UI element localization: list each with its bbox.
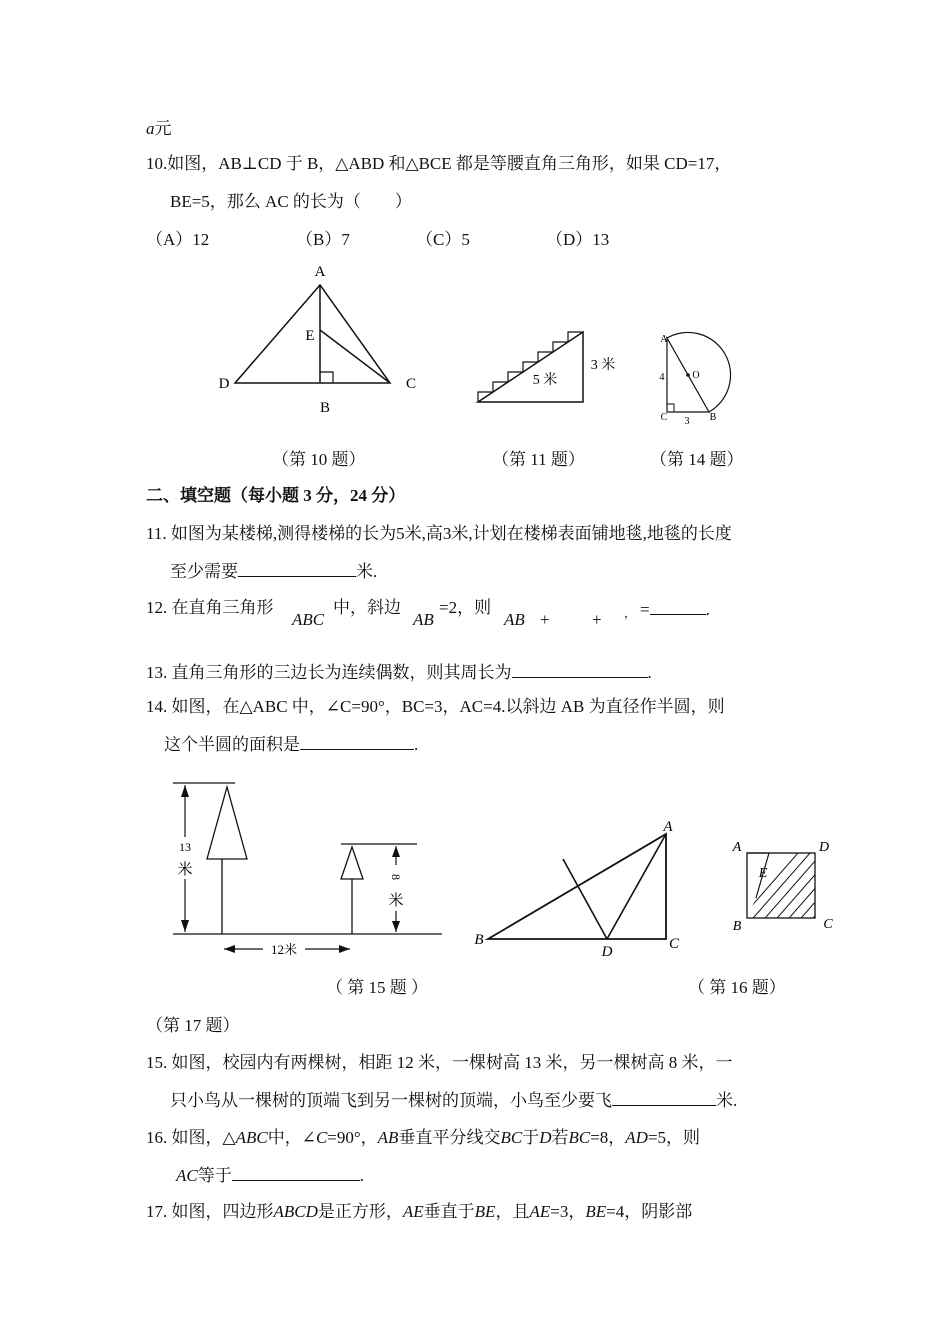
q13-end: . xyxy=(647,663,652,682)
label-c: C xyxy=(405,376,417,392)
label-height: 3 米 xyxy=(590,358,616,373)
arrow-down xyxy=(181,920,189,932)
label-a: A xyxy=(663,819,673,835)
figure-10 xyxy=(210,260,430,420)
q16-line2 xyxy=(176,1166,364,1186)
q17-text-3: 垂直于 xyxy=(423,1202,475,1221)
tall-tree-crown xyxy=(207,787,247,859)
label-13-unit: 米 xyxy=(177,862,193,878)
q14-end: . xyxy=(414,735,419,754)
q16-text-9: 等于 xyxy=(197,1166,232,1185)
caption-fig14: （第 14 题） xyxy=(650,450,744,469)
label-e: E xyxy=(758,866,768,881)
answer-fragment xyxy=(146,119,172,139)
figure-17 xyxy=(725,835,840,935)
label-b: B xyxy=(474,932,484,948)
q13-line xyxy=(146,663,652,683)
q14-line1: 14. 如图，在△ABC 中，∠C=90°，BC=3，AC=4.以斜边 AB 为直径作半圆，则 xyxy=(146,697,725,716)
shaded-region xyxy=(735,845,877,925)
label-b: B xyxy=(319,400,331,416)
segment-ad xyxy=(607,834,666,939)
q12-text: 12. 在直角三角形 xyxy=(146,598,274,617)
section-2-heading: 二、填空题（每小题 3 分，24 分） xyxy=(146,486,406,505)
label-a: A xyxy=(660,334,668,345)
q10-option-d: （D）13 xyxy=(546,230,610,249)
q10-line2: BE=5，那么 AC 的长为（ ） xyxy=(170,192,412,211)
center-o xyxy=(686,373,690,377)
q12-text3: =2，则 xyxy=(439,598,492,617)
label-13: 13 xyxy=(179,840,191,854)
q12-text2: 中，斜边 xyxy=(333,598,401,617)
caption-fig11: （第 11 题） xyxy=(492,450,585,469)
label-distance: 12米 xyxy=(270,942,298,957)
q10-line1: 10.如图，AB⊥CD 于 B，△ABD 和△BCE 都是等腰直角三角形，如果 CD=17， xyxy=(146,154,732,173)
label-d: D xyxy=(601,944,613,960)
var-a: a xyxy=(146,119,155,138)
q12-plus2: + xyxy=(592,610,602,629)
right-angle-mark xyxy=(667,404,674,412)
q12-answer: = . xyxy=(640,600,710,619)
arrow-up-8 xyxy=(392,846,400,857)
label-8-unit: 米 xyxy=(388,893,404,909)
q17-ae: AE xyxy=(402,1202,424,1221)
label-a: A xyxy=(732,840,742,855)
q12-abc: ABC xyxy=(292,610,325,629)
arrow-down-8 xyxy=(392,921,400,932)
figure-14 xyxy=(655,330,740,430)
q17-abcd: ABCD xyxy=(273,1202,318,1221)
label-d: D xyxy=(218,376,230,392)
label-d: D xyxy=(818,840,830,855)
q16-bc2: BC xyxy=(568,1128,591,1147)
label-8: 8 xyxy=(389,874,403,880)
q16-abc: ABC xyxy=(235,1128,268,1147)
label-c: C xyxy=(660,412,668,423)
q10-option-b: （B）7 xyxy=(296,230,350,249)
caption-fig17: （第 17 题） xyxy=(146,1016,240,1035)
figure-11 xyxy=(470,325,620,410)
q15-answer-blank[interactable] xyxy=(612,1091,716,1106)
label-o: O xyxy=(692,370,700,381)
label-side-4: 4 xyxy=(659,372,665,383)
label-e: E xyxy=(305,328,315,344)
q16-answer-blank[interactable] xyxy=(232,1166,360,1181)
caption-fig16: （ 第 16 题） xyxy=(688,978,786,997)
q14-line2 xyxy=(164,735,418,755)
q12-equals: = xyxy=(640,600,650,619)
q15-line1: 15. 如图，校园内有两棵树，相距 12 米，一棵树高 13 米，另一棵树高 8 米，一 xyxy=(146,1053,733,1072)
q16-ab: AB xyxy=(377,1128,399,1147)
q11-answer-blank[interactable] xyxy=(238,562,356,577)
q16-d: D xyxy=(539,1128,552,1147)
q17-text-1: 17. 如图，四边形 xyxy=(146,1202,274,1221)
q15-text: 只小鸟从一棵树的顶端飞到另一棵树的顶端，小鸟至少要飞 xyxy=(170,1091,612,1110)
label-a: A xyxy=(314,264,326,280)
triangle-abc xyxy=(488,834,666,939)
figure-15 xyxy=(165,775,455,965)
q14-text: 这个半圆的面积是 xyxy=(164,735,300,754)
q16-text-2: 中，∠ xyxy=(267,1128,316,1147)
q12-plus1: + xyxy=(540,610,550,629)
q16-text-5: 于 xyxy=(522,1128,540,1147)
q16-ad: AD xyxy=(625,1128,648,1147)
q12-comma: ， xyxy=(624,606,637,620)
label-c: C xyxy=(668,936,680,952)
arrow-up xyxy=(181,785,189,797)
segment-ec xyxy=(320,330,390,383)
q12-answer-blank[interactable] xyxy=(650,600,706,615)
label-side-3: 3 xyxy=(684,416,690,427)
q16-line1 xyxy=(146,1128,700,1148)
perpendicular-bisector xyxy=(563,859,607,939)
q14-answer-blank[interactable] xyxy=(300,735,414,750)
q16-c: C xyxy=(315,1128,328,1147)
q15-unit: 米. xyxy=(716,1091,738,1110)
q10-option-c: （C）5 xyxy=(416,230,470,249)
label-b: B xyxy=(709,412,717,423)
q16-text-4: 垂直平分线交 xyxy=(398,1128,501,1147)
q17-text-5: =3， xyxy=(550,1202,586,1221)
label-slope: 5 米 xyxy=(532,373,558,388)
q11-line1: 11. 如图为某楼梯,测得楼梯的长为5米,高3米,计划在楼梯表面铺地毯,地毯的长度 xyxy=(146,524,732,543)
q17-ae2: AE xyxy=(529,1202,551,1221)
q12-ab: AB xyxy=(413,610,434,629)
q16-text-1: 16. 如图，△ xyxy=(146,1128,236,1147)
q17-be: BE xyxy=(474,1202,496,1221)
q16-text-7: =8， xyxy=(590,1128,626,1147)
label-c: C xyxy=(823,917,833,932)
caption-fig10: （第 10 题） xyxy=(272,450,366,469)
label-b: B xyxy=(732,919,742,934)
q13-answer-blank[interactable] xyxy=(512,663,648,678)
q17-text-2: 是正方形， xyxy=(317,1202,403,1221)
q13-text: 13. 直角三角形的三边长为连续偶数，则其周长为 xyxy=(146,663,512,682)
q11-unit: 米. xyxy=(356,562,378,581)
q11-text: 至少需要 xyxy=(170,562,238,581)
unit-yuan: 元 xyxy=(154,119,172,138)
q17-line1 xyxy=(146,1202,692,1222)
q15-line2 xyxy=(170,1091,737,1111)
q16-ac: AC xyxy=(176,1166,198,1185)
q16-text-6: 若 xyxy=(551,1128,569,1147)
q16-text-3: =90°， xyxy=(327,1128,378,1147)
caption-fig15: （ 第 15 题 ） xyxy=(326,978,428,997)
q17-text-4: ，且 xyxy=(495,1202,530,1221)
q12-ab2: AB xyxy=(504,610,525,629)
q10-option-a: （A）12 xyxy=(146,230,210,249)
q17-text-6: =4，阴影部 xyxy=(606,1202,693,1221)
right-angle-mark xyxy=(320,372,333,383)
q16-text-8: =5，则 xyxy=(647,1128,701,1147)
q16-end: . xyxy=(359,1166,364,1185)
short-tree-crown xyxy=(341,847,363,879)
figure-16 xyxy=(470,812,690,962)
q11-line2 xyxy=(170,562,377,582)
q17-be2: BE xyxy=(585,1202,607,1221)
q16-bc: BC xyxy=(500,1128,523,1147)
